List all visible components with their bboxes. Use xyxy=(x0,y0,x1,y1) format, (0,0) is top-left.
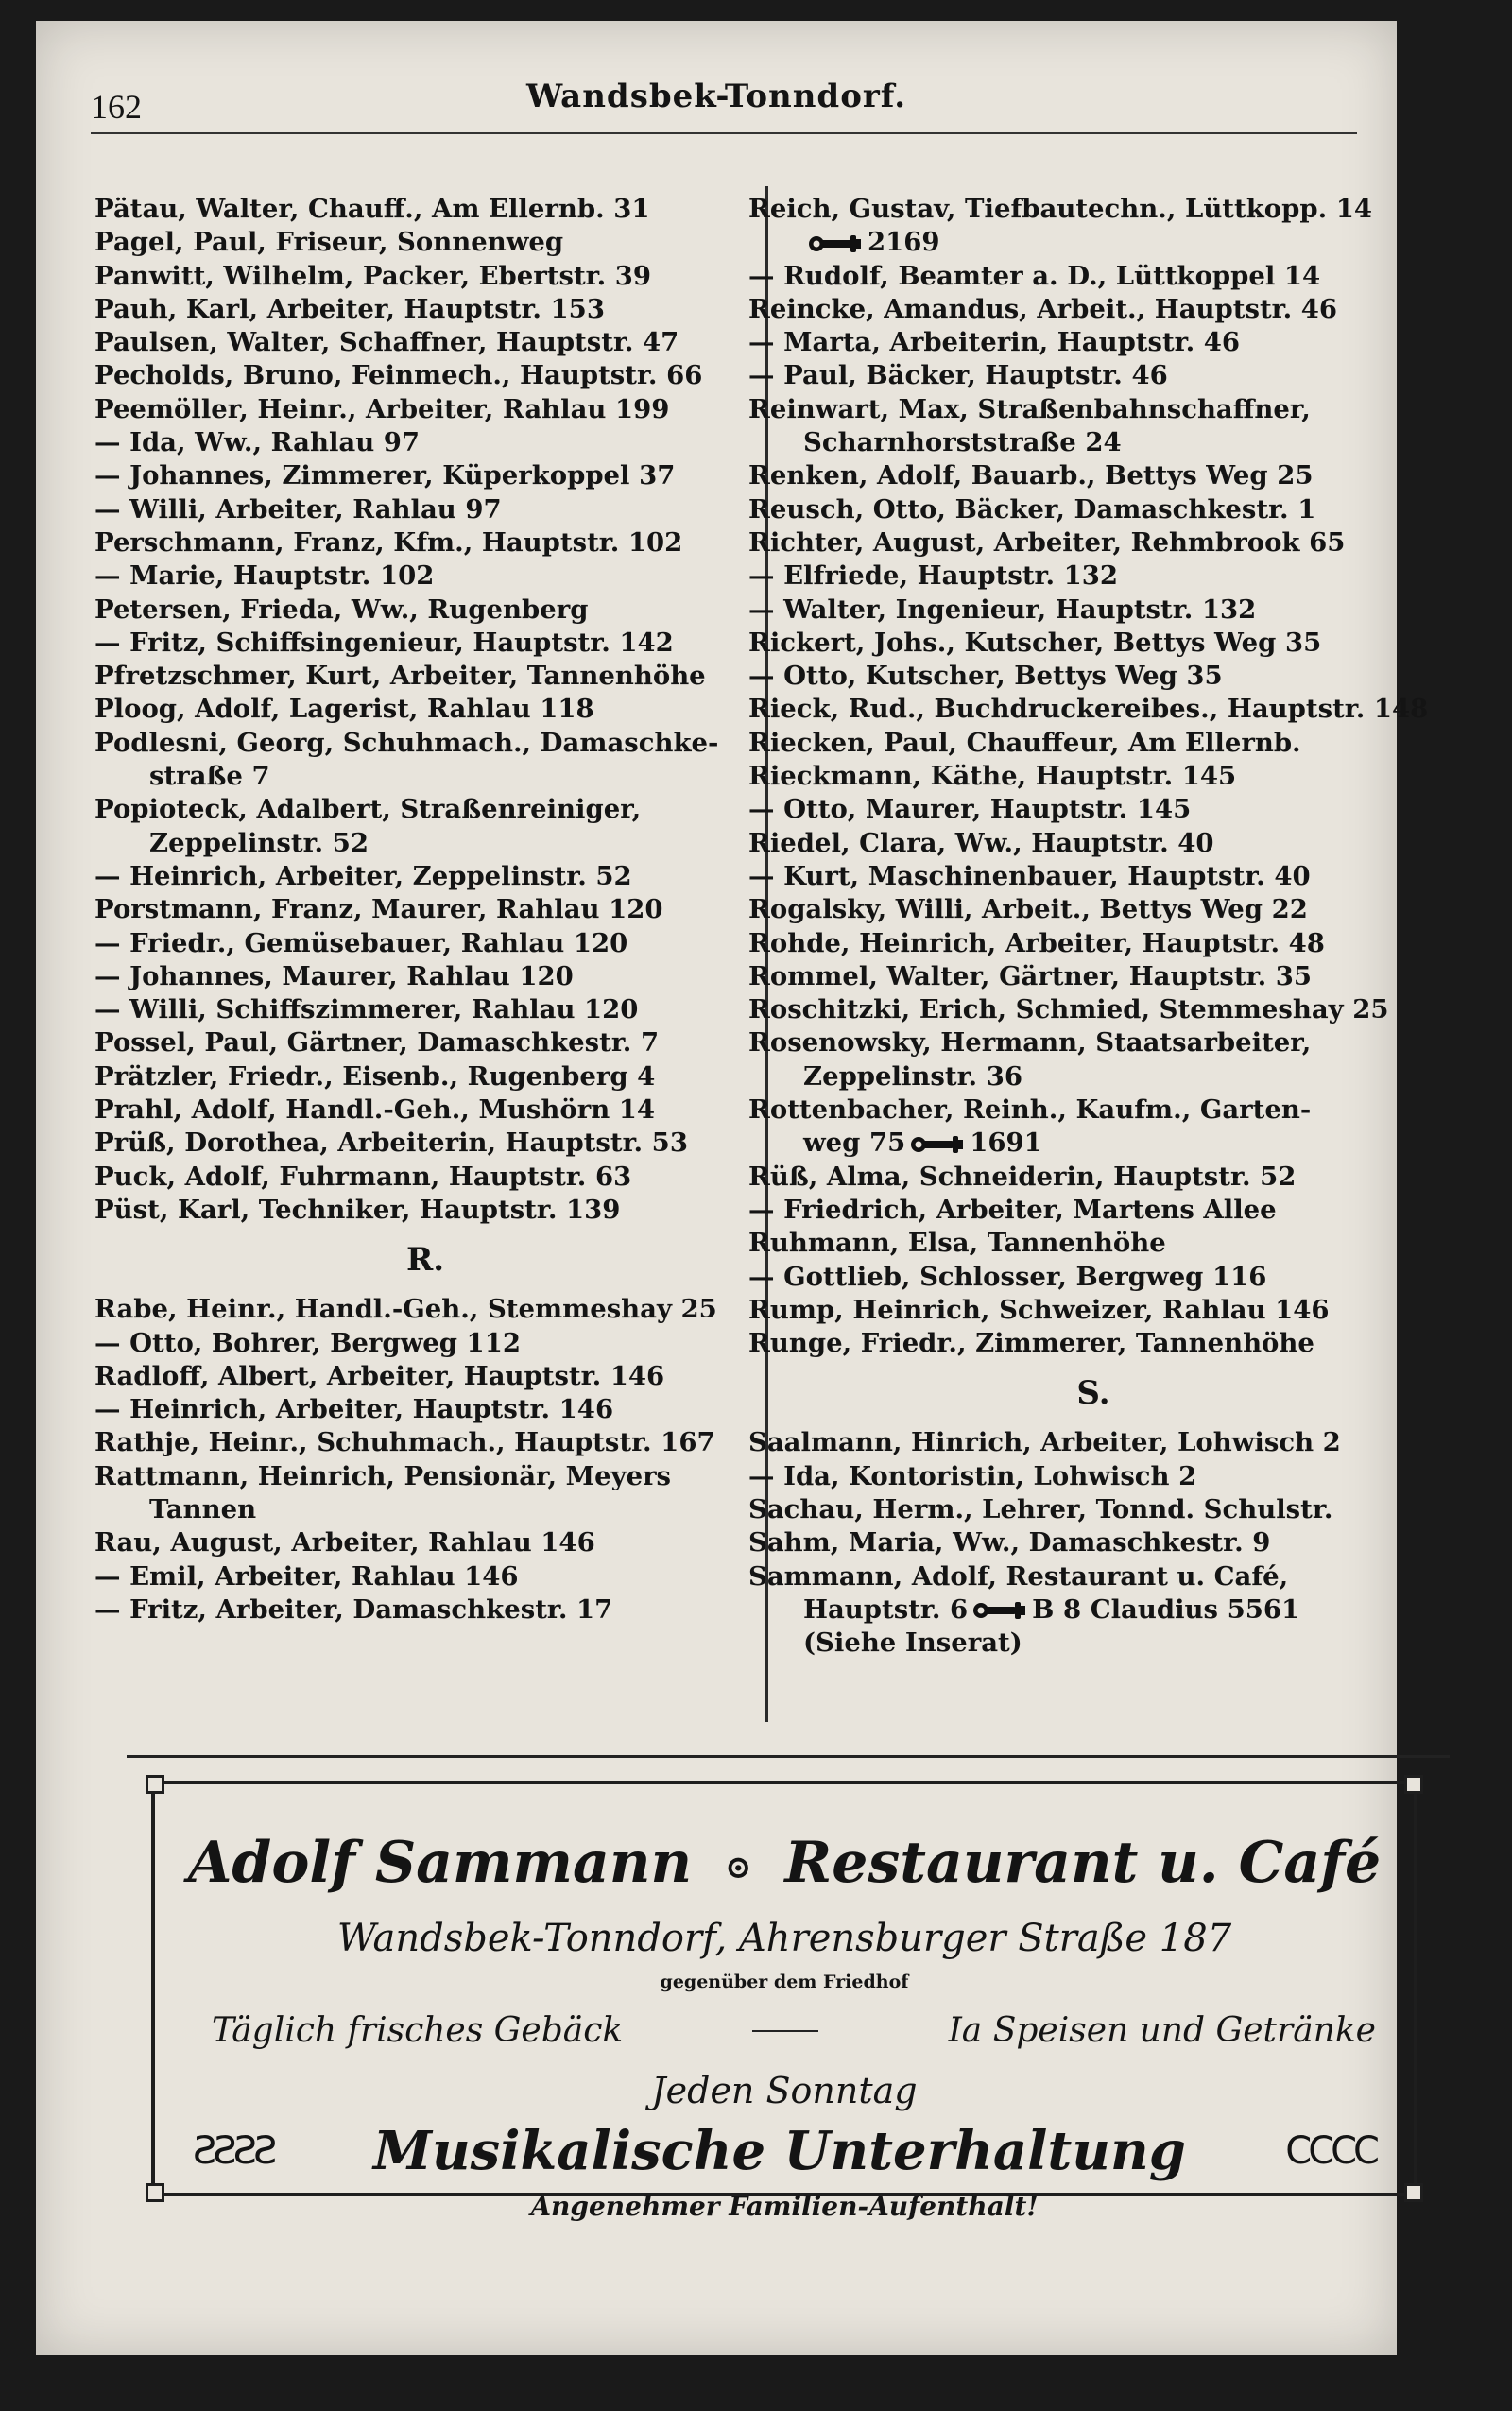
directory-entry xyxy=(94,1094,756,1127)
entry-text: Renken, Adolf, Bauarb., Bettys Weg 25 xyxy=(748,460,1314,491)
directory-entry xyxy=(748,326,1438,359)
ad-address: Wandsbek-Tonndorf, Ahrensburger Straße 187 xyxy=(336,1917,1232,1960)
directory-entry xyxy=(94,326,756,359)
entry-text: Reincke, Amandus, Arbeit., Hauptstr. 46 xyxy=(748,293,1338,324)
entry-text: Willi, Schiffszimmerer, Rahlau 120 xyxy=(129,994,639,1025)
advertisement-rule xyxy=(127,1755,1450,1758)
entry-text: Rau, August, Arbeiter, Rahlau 146 xyxy=(94,1527,595,1559)
directory-entry xyxy=(748,793,1438,826)
ad-offer-divider xyxy=(752,2030,818,2032)
ad-music-row xyxy=(193,2120,1376,2182)
advertisement-box xyxy=(151,1781,1418,2222)
directory-entry xyxy=(94,293,756,326)
directory-entry xyxy=(748,993,1438,1026)
directory-entry xyxy=(748,1460,1438,1493)
directory-entry xyxy=(748,1493,1438,1526)
entry-text: Panwitt, Wilhelm, Packer, Ebertstr. 39 xyxy=(94,260,652,291)
entry-text: Rommel, Walter, Gärtner, Hauptstr. 35 xyxy=(748,960,1312,991)
directory-entry xyxy=(748,1526,1438,1559)
entry-text: Rottenbacher, Reinh., Kaufm., Garten- xyxy=(748,1094,1312,1126)
ad-footer: Angenehmer Familien-Aufenthalt! xyxy=(530,2191,1039,2222)
entry-text: S. xyxy=(1076,1374,1110,1413)
entry-text: Podlesni, Georg, Schuhmach., Damaschke- xyxy=(94,727,719,758)
directory-entry xyxy=(748,1627,1438,1660)
directory-entry xyxy=(94,927,756,960)
entry-text: Porstmann, Franz, Maurer, Rahlau 120 xyxy=(94,894,663,925)
directory-entry xyxy=(94,1026,756,1059)
entry-text: Ida, Kontoristin, Lohwisch 2 xyxy=(783,1460,1197,1491)
phone-number: 1691 xyxy=(970,1128,1042,1159)
entry-text: Rudolf, Beamter a. D., Lüttkoppel 14 xyxy=(783,260,1321,291)
directory-entry xyxy=(748,226,1438,259)
directory-entry xyxy=(94,993,756,1026)
directory-entry xyxy=(94,1426,756,1459)
directory-entry xyxy=(748,393,1438,426)
directory-entry xyxy=(748,1426,1438,1459)
entry-text: Reusch, Otto, Bäcker, Damaschkestr. 1 xyxy=(748,493,1316,525)
entry-text: Ida, Ww., Rahlau 97 xyxy=(129,427,421,458)
directory-entry xyxy=(94,760,756,793)
entry-text: Roschitzki, Erich, Schmied, Stemmeshay 25 xyxy=(748,994,1389,1025)
directory-entry xyxy=(748,1294,1438,1327)
entry-text: Rogalsky, Willi, Arbeit., Bettys Weg 22 xyxy=(748,894,1308,925)
directory-entry xyxy=(94,594,756,627)
directory-entry xyxy=(94,226,756,259)
directory-entry xyxy=(748,1094,1438,1127)
entry-text: Hauptstr. 6 xyxy=(803,1593,969,1625)
directory-entry xyxy=(94,827,756,860)
directory-entry xyxy=(748,627,1438,660)
directory-entry xyxy=(94,1060,756,1094)
entry-text: Rieckmann, Käthe, Hauptstr. 145 xyxy=(748,761,1237,792)
directory-entry xyxy=(94,660,756,693)
entry-text: Friedr., Gemüsebauer, Rahlau 120 xyxy=(129,927,628,958)
directory-entry xyxy=(94,1327,756,1360)
directory-entry xyxy=(748,560,1438,593)
directory-entry xyxy=(748,1227,1438,1260)
entry-text: Friedrich, Arbeiter, Martens Allee xyxy=(783,1194,1277,1225)
entry-text: Paulsen, Walter, Schaffner, Hauptstr. 47 xyxy=(94,327,679,358)
directory-entry xyxy=(94,260,756,293)
directory-entry xyxy=(94,1360,756,1393)
directory-entry xyxy=(94,359,756,392)
entry-text: Possel, Paul, Gärtner, Damaschkestr. 7 xyxy=(94,1027,660,1059)
entry-text: Rattmann, Heinrich, Pensionär, Meyers xyxy=(94,1460,672,1491)
directory-entry xyxy=(94,860,756,893)
entry-text: Fritz, Schiffsingenieur, Hauptstr. 142 xyxy=(129,627,674,658)
entry-text: Popioteck, Adalbert, Straßenreiniger, xyxy=(94,794,642,825)
directory-entry xyxy=(748,1261,1438,1294)
directory-entry xyxy=(748,193,1438,226)
directory-entry xyxy=(748,426,1438,459)
directory-entry xyxy=(748,960,1438,993)
telephone-icon xyxy=(973,1598,1026,1623)
entry-text: Zeppelinstr. 52 xyxy=(149,827,369,858)
directory-entry xyxy=(94,893,756,926)
entry-text: Rosenowsky, Hermann, Staatsarbeiter, xyxy=(748,1027,1312,1059)
entry-text: Marta, Arbeiterin, Hauptstr. 46 xyxy=(783,327,1241,358)
directory-entry xyxy=(94,727,756,760)
entry-text: Johannes, Zimmerer, Küperkoppel 37 xyxy=(129,460,676,491)
directory-entry xyxy=(748,359,1438,392)
directory-entry xyxy=(94,459,756,492)
directory-entry xyxy=(748,459,1438,492)
corner-ornament xyxy=(1404,1775,1423,1794)
directory-entry xyxy=(94,793,756,826)
ornament-right: CCCC xyxy=(1285,2129,1376,2173)
entry-text: Fritz, Arbeiter, Damaschkestr. 17 xyxy=(129,1593,613,1625)
entry-text: Rump, Heinrich, Schweizer, Rahlau 146 xyxy=(748,1294,1330,1325)
entry-text: 2169 xyxy=(868,227,940,258)
entry-text: weg 75 xyxy=(803,1128,906,1159)
entry-text: Rüß, Alma, Schneiderin, Hauptstr. 52 xyxy=(748,1161,1297,1192)
directory-entry xyxy=(94,693,756,726)
running-head: Wandsbek-Tonndorf. xyxy=(525,77,907,115)
entry-text: Marie, Hauptstr. 102 xyxy=(129,560,435,592)
ad-business: Restaurant u. Café xyxy=(784,1830,1382,1896)
directory-entry xyxy=(748,293,1438,326)
directory-entry xyxy=(748,1560,1438,1593)
directory-entry xyxy=(748,1026,1438,1059)
directory-entry xyxy=(94,960,756,993)
entry-text: Saalmann, Hinrich, Arbeiter, Lohwisch 2 xyxy=(748,1427,1341,1458)
directory-entry xyxy=(94,560,756,593)
entry-text: Johannes, Maurer, Rahlau 120 xyxy=(129,960,574,991)
entry-text: Prüß, Dorothea, Arbeiterin, Hauptstr. 53 xyxy=(94,1128,688,1159)
directory-entry xyxy=(748,1327,1438,1360)
section-heading xyxy=(94,1227,756,1293)
entry-text: Sahm, Maria, Ww., Damaschkestr. 9 xyxy=(748,1527,1271,1559)
section-heading xyxy=(748,1360,1438,1426)
entry-text: Rathje, Heinr., Schuhmach., Hauptstr. 167 xyxy=(94,1427,715,1458)
directory-entry xyxy=(748,893,1438,926)
entry-text: Petersen, Frieda, Ww., Rugenberg xyxy=(94,594,589,625)
directory-entry xyxy=(748,260,1438,293)
directory-entry xyxy=(94,1526,756,1559)
entry-text: Heinrich, Arbeiter, Zeppelinstr. 52 xyxy=(129,860,632,891)
directory-entry xyxy=(748,1194,1438,1227)
directory-entry xyxy=(94,526,756,560)
directory-entry xyxy=(94,1493,756,1526)
ad-name: Adolf Sammann xyxy=(187,1830,693,1896)
entry-text: Pauh, Karl, Arbeiter, Hauptstr. 153 xyxy=(94,293,605,324)
entry-text: Otto, Bohrer, Bergweg 112 xyxy=(129,1327,521,1358)
directory-entry xyxy=(748,526,1438,560)
entry-text: Peemöller, Heinr., Arbeiter, Rahlau 199 xyxy=(94,393,670,424)
directory-entry xyxy=(94,1460,756,1493)
directory-entry xyxy=(94,393,756,426)
entry-text: Pätau, Walter, Chauff., Am Ellernb. 31 xyxy=(94,194,650,224)
entry-text: Heinrich, Arbeiter, Hauptstr. 146 xyxy=(129,1394,614,1425)
directory-entry xyxy=(748,594,1438,627)
entry-text: R. xyxy=(405,1241,445,1280)
entry-text: Ploog, Adolf, Lagerist, Rahlau 118 xyxy=(94,694,594,725)
entry-text: Otto, Kutscher, Bettys Weg 35 xyxy=(783,661,1223,692)
page-number: 162 xyxy=(91,88,142,126)
entry-text: Riecken, Paul, Chauffeur, Am Ellernb. xyxy=(748,727,1301,758)
entry-text: Gottlieb, Schlosser, Bergweg 116 xyxy=(783,1261,1267,1292)
directory-entry xyxy=(94,1293,756,1326)
directory-entry xyxy=(748,860,1438,893)
directory-entry xyxy=(94,493,756,526)
directory-entry xyxy=(748,1593,1438,1627)
ad-offers xyxy=(212,2011,1376,2050)
directory-entry xyxy=(748,660,1438,693)
directory-entry xyxy=(94,1127,756,1160)
entry-text: Scharnhorststraße 24 xyxy=(803,427,1122,458)
entry-text: Reich, Gustav, Tiefbautechn., Lüttkopp. 14 xyxy=(748,194,1372,224)
entry-text: straße 7 xyxy=(149,761,270,792)
entry-text: Rickert, Johs., Kutscher, Bettys Weg 35 xyxy=(748,627,1322,658)
entry-text: Elfriede, Hauptstr. 132 xyxy=(783,560,1119,592)
entry-text: Sachau, Herm., Lehrer, Tonnd. Schulstr. xyxy=(748,1493,1333,1524)
entry-text: Radloff, Albert, Arbeiter, Hauptstr. 146 xyxy=(94,1360,665,1391)
entry-text: Ruhmann, Elsa, Tannenhöhe xyxy=(748,1228,1166,1259)
directory-entry xyxy=(94,1194,756,1227)
directory-entry xyxy=(748,493,1438,526)
directory-entry xyxy=(748,1161,1438,1194)
entry-text: Perschmann, Franz, Kfm., Hauptstr. 102 xyxy=(94,526,683,558)
phone-number: B 8 Claudius 5561 xyxy=(1032,1593,1300,1625)
directory-page xyxy=(36,21,1429,2355)
entry-text: Prätzler, Friedr., Eisenb., Rugenberg 4 xyxy=(94,1060,656,1092)
entry-text: Tannen xyxy=(149,1493,257,1524)
directory-entry xyxy=(748,727,1438,760)
entry-text: Otto, Maurer, Hauptstr. 145 xyxy=(783,794,1192,825)
entry-text: Püst, Karl, Techniker, Hauptstr. 139 xyxy=(94,1194,621,1225)
entry-text: Pecholds, Bruno, Feinmech., Hauptstr. 66 xyxy=(94,360,703,391)
directory-entry xyxy=(94,426,756,459)
directory-entry xyxy=(94,1393,756,1426)
right-column xyxy=(748,193,1438,1660)
directory-entry xyxy=(748,760,1438,793)
entry-text: Rabe, Heinr., Handl.-Geh., Stemmeshay 25 xyxy=(94,1294,717,1325)
entry-text: Riedel, Clara, Ww., Hauptstr. 40 xyxy=(748,827,1214,858)
ad-title xyxy=(155,1830,1414,1896)
directory-entry xyxy=(748,693,1438,726)
entry-text: Puck, Adolf, Fuhrmann, Hauptstr. 63 xyxy=(94,1161,632,1192)
entry-text: Rieck, Rud., Buchdruckereibes., Hauptstr. 148 xyxy=(748,694,1429,725)
entry-text: Kurt, Maschinenbauer, Hauptstr. 40 xyxy=(783,860,1311,891)
directory-entry xyxy=(94,1560,756,1593)
ad-music: Musikalische Unterhaltung xyxy=(372,2120,1186,2182)
directory-entry xyxy=(748,1127,1438,1160)
directory-entry xyxy=(94,627,756,660)
entry-text: Rohde, Heinrich, Arbeiter, Hauptstr. 48 xyxy=(748,927,1325,958)
ad-left-offer: Täglich frisches Gebäck xyxy=(212,2011,624,2050)
entry-text: Reinwart, Max, Straßenbahnschaffner, xyxy=(748,393,1311,424)
ornament-left: ƧƧƧƧ xyxy=(193,2129,274,2173)
left-column xyxy=(94,193,756,1627)
entry-text: Walter, Ingenieur, Hauptstr. 132 xyxy=(783,594,1257,625)
directory-entry xyxy=(94,193,756,226)
entry-text: Runge, Friedr., Zimmerer, Tannenhöhe xyxy=(748,1328,1314,1359)
telephone-icon xyxy=(911,1132,964,1157)
ad-note: gegenüber dem Friedhof xyxy=(660,1972,909,1992)
entry-text: Emil, Arbeiter, Rahlau 146 xyxy=(129,1560,519,1592)
telephone-icon xyxy=(809,232,862,256)
ad-sunday: Jeden Sonntag xyxy=(651,2070,918,2111)
directory-entry xyxy=(748,927,1438,960)
entry-text: Sammann, Adolf, Restaurant u. Café, xyxy=(748,1560,1289,1592)
ad-title-separator: ⊙ xyxy=(725,1848,752,1886)
entry-text: Richter, August, Arbeiter, Rehmbrook 65 xyxy=(748,526,1346,558)
ad-right-offer: Ia Speisen und Getränke xyxy=(948,2011,1376,2050)
directory-entry xyxy=(748,1060,1438,1094)
directory-entry xyxy=(748,827,1438,860)
entry-text: Zeppelinstr. 36 xyxy=(803,1060,1022,1092)
directory-entry xyxy=(94,1161,756,1194)
entry-text: (Siehe Inserat) xyxy=(803,1627,1022,1659)
entry-text: Pagel, Paul, Friseur, Sonnenweg xyxy=(94,227,564,258)
entry-text: Paul, Bäcker, Hauptstr. 46 xyxy=(783,360,1168,391)
entry-text: Willi, Arbeiter, Rahlau 97 xyxy=(129,493,502,525)
entry-text: Prahl, Adolf, Handl.-Geh., Mushörn 14 xyxy=(94,1094,656,1126)
entry-text: Pfretzschmer, Kurt, Arbeiter, Tannenhöhe xyxy=(94,661,706,692)
directory-entry xyxy=(94,1593,756,1627)
corner-ornament xyxy=(146,1775,164,1794)
header-rule xyxy=(91,132,1357,134)
